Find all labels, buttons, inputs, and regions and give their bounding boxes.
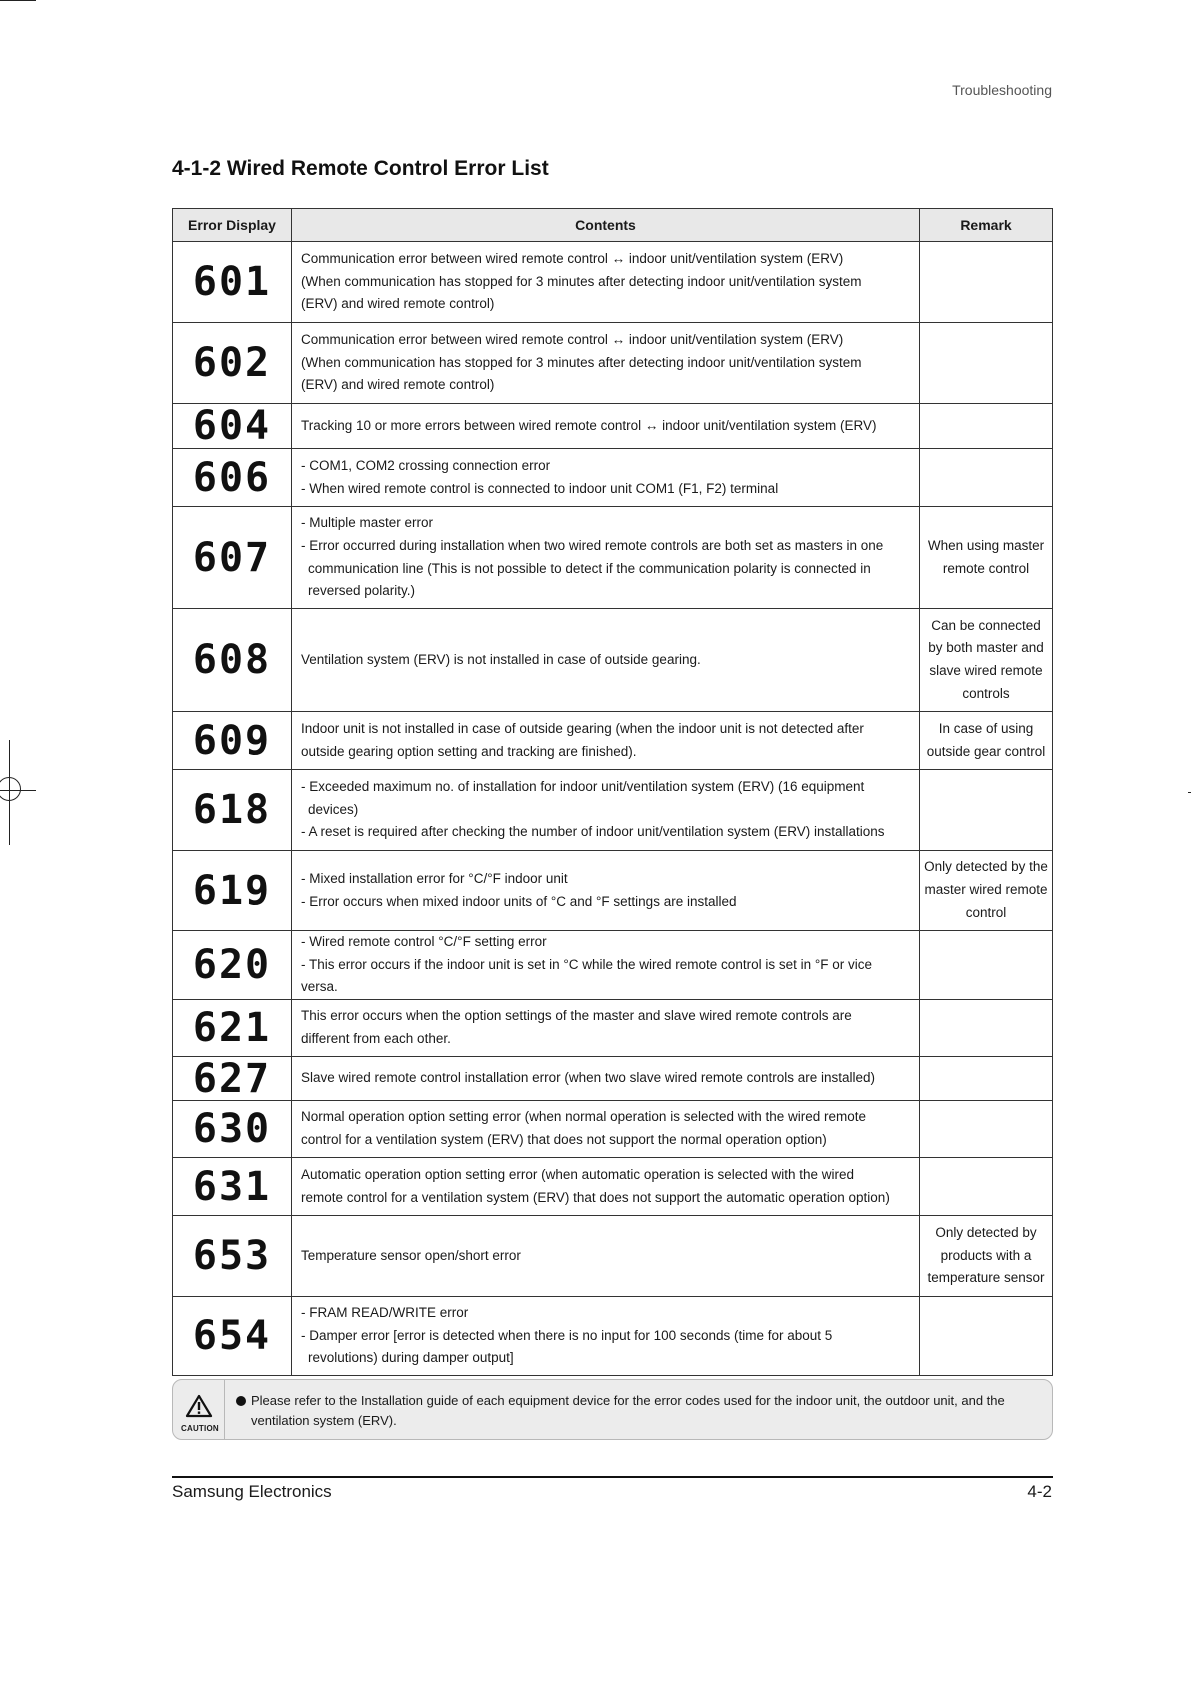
warning-triangle-icon bbox=[185, 1394, 213, 1418]
contents-line: - Wired remote control °C/°F setting error bbox=[301, 934, 547, 949]
table-row bbox=[173, 242, 1053, 323]
caution-text bbox=[237, 1391, 1037, 1431]
table-row bbox=[173, 770, 1053, 851]
table-row bbox=[173, 449, 1053, 507]
running-header: Troubleshooting bbox=[952, 82, 1052, 98]
contents-line: (ERV) and wired remote control) bbox=[301, 296, 495, 312]
remark-line: In case of using bbox=[938, 720, 1034, 736]
page-title: 4-1-2 Wired Remote Control Error List bbox=[172, 157, 549, 180]
contents-line: - When wired remote control is connected to indoor unit COM1 (F1, F2) terminal bbox=[301, 480, 779, 496]
contents-line: - Error occurs when mixed indoor units of °C and °F settings are installed bbox=[301, 893, 737, 909]
table-row bbox=[173, 1101, 1053, 1158]
contents-line: reversed polarity.) bbox=[308, 583, 416, 599]
contents-line: - Mixed installation error for °C/°F indoor unit bbox=[301, 870, 568, 886]
error-contents bbox=[292, 770, 920, 851]
remark-line: master wired remote bbox=[924, 882, 1048, 898]
error-contents bbox=[292, 1297, 920, 1376]
error-remark bbox=[920, 1297, 1053, 1376]
error-contents bbox=[292, 449, 920, 507]
error-contents bbox=[292, 851, 920, 931]
error-code-display: 631 bbox=[173, 1158, 292, 1216]
contents-line: - Damper error [error is detected when there is no input for 100 seconds (time for about 5 bbox=[301, 1327, 833, 1343]
error-code-display: 609 bbox=[173, 712, 292, 770]
table-row bbox=[173, 323, 1053, 404]
error-code-display: 621 bbox=[173, 1000, 292, 1057]
error-contents bbox=[292, 712, 920, 770]
table-row bbox=[173, 609, 1053, 712]
contents-line: This error occurs when the option settings of the master and slave wired remote controls are bbox=[301, 1008, 852, 1024]
error-contents bbox=[292, 1101, 920, 1158]
caution-label: CAUTION bbox=[181, 1424, 219, 1433]
contents-line: (When communication has stopped for 3 minutes after detecting indoor unit/ventilation system bbox=[301, 273, 862, 289]
column-header-contents: Contents bbox=[292, 209, 920, 242]
error-code-display: 654 bbox=[173, 1297, 292, 1376]
error-remark bbox=[920, 507, 1053, 609]
error-code-display: 601 bbox=[173, 242, 292, 323]
contents-line: (When communication has stopped for 3 minutes after detecting indoor unit/ventilation system bbox=[301, 354, 862, 370]
registration-circle bbox=[0, 777, 21, 801]
error-code-display: 618 bbox=[173, 770, 292, 851]
table-row bbox=[173, 1057, 1053, 1101]
remark-line: remote control bbox=[942, 560, 1030, 576]
remark-line: products with a bbox=[940, 1247, 1032, 1263]
error-remark bbox=[920, 1000, 1053, 1057]
caution-divider bbox=[224, 1380, 225, 1439]
footer-rule bbox=[172, 1476, 1053, 1478]
remark-line: outside gear control bbox=[926, 743, 1046, 759]
caution-line: ventilation system (ERV). bbox=[251, 1413, 397, 1428]
contents-line: devices) bbox=[308, 801, 359, 817]
contents-line: different from each other. bbox=[301, 1031, 451, 1047]
contents-line: control for a ventilation system (ERV) that does not support the normal operation option) bbox=[301, 1132, 827, 1148]
contents-line: communication line (This is not possible to detect if the communication polarity is connected in bbox=[308, 560, 871, 576]
remark-line: slave wired remote bbox=[929, 663, 1043, 678]
remark-line: Can be connected bbox=[931, 617, 1041, 633]
error-remark bbox=[920, 770, 1053, 851]
error-contents bbox=[292, 931, 920, 1000]
contents-line: Communication error between wired remote control ↔ indoor unit/ventilation system (ERV) bbox=[301, 250, 844, 266]
remark-line: controls bbox=[962, 685, 1010, 701]
error-remark bbox=[920, 242, 1053, 323]
caution-note bbox=[172, 1379, 1053, 1440]
error-remark bbox=[920, 712, 1053, 770]
contents-line: - This error occurs if the indoor unit is set in °C while the wired remote control is set in °F or vice versa. bbox=[301, 956, 873, 995]
remark-line: Only detected by the bbox=[924, 859, 1048, 875]
error-remark bbox=[920, 931, 1053, 1000]
remark-line: When using master bbox=[927, 537, 1045, 553]
contents-line: - FRAM READ/WRITE error bbox=[301, 1305, 469, 1321]
column-header-error-display: Error Display bbox=[173, 209, 292, 242]
error-remark bbox=[920, 1057, 1053, 1101]
error-contents bbox=[292, 1158, 920, 1216]
error-code-display: 620 bbox=[173, 931, 292, 1000]
table-header-row bbox=[173, 209, 1053, 242]
error-remark bbox=[920, 851, 1053, 931]
contents-line: Slave wired remote control installation error (when two slave wired remote controls are installed) bbox=[301, 1070, 875, 1086]
error-contents bbox=[292, 1216, 920, 1297]
error-remark bbox=[920, 609, 1053, 712]
error-code-display: 606 bbox=[173, 449, 292, 507]
contents-line: Communication error between wired remote control ↔ indoor unit/ventilation system (ERV) bbox=[301, 331, 844, 347]
caution-icon bbox=[181, 1394, 217, 1434]
contents-line: Indoor unit is not installed in case of outside gearing (when the indoor unit is not detected after bbox=[301, 720, 864, 736]
error-code-display: 602 bbox=[173, 323, 292, 404]
error-remark bbox=[920, 404, 1053, 449]
table-row bbox=[173, 1297, 1053, 1376]
bullet-icon bbox=[236, 1396, 246, 1406]
contents-line: - COM1, COM2 crossing connection error bbox=[301, 457, 551, 473]
footer-company: Samsung Electronics bbox=[172, 1482, 332, 1501]
contents-line: - A reset is required after checking the number of indoor unit/ventilation system (ERV) installations bbox=[301, 824, 885, 840]
error-code-display: 627 bbox=[173, 1057, 292, 1101]
remark-line: temperature sensor bbox=[927, 1270, 1045, 1286]
remark-line: control bbox=[965, 904, 1007, 920]
error-remark bbox=[920, 1101, 1053, 1158]
error-contents bbox=[292, 404, 920, 449]
contents-line: Temperature sensor open/short error bbox=[301, 1247, 521, 1263]
contents-line: revolutions) during damper output] bbox=[308, 1350, 514, 1366]
contents-line: Normal operation option setting error (when normal operation is selected with the wired remote bbox=[301, 1109, 867, 1125]
crop-mark bbox=[0, 0, 36, 1]
error-remark bbox=[920, 1216, 1053, 1297]
contents-line: Ventilation system (ERV) is not installed in case of outside gearing. bbox=[301, 651, 701, 667]
contents-line: Automatic operation option setting error (when automatic operation is selected with the wired bbox=[301, 1166, 855, 1182]
contents-line: - Exceeded maximum no. of installation for indoor unit/ventilation system (ERV) (16 equipment bbox=[301, 778, 865, 794]
table-row bbox=[173, 1000, 1053, 1057]
error-code-display: 630 bbox=[173, 1101, 292, 1158]
error-code-display: 619 bbox=[173, 851, 292, 931]
page-number: 4-2 bbox=[1027, 1482, 1052, 1501]
column-header-remark: Remark bbox=[920, 209, 1053, 242]
error-list-table bbox=[172, 208, 1053, 1376]
table-row bbox=[173, 1216, 1053, 1297]
error-contents bbox=[292, 609, 920, 712]
contents-line: remote control for a ventilation system (ERV) that does not support the automatic operation option) bbox=[301, 1189, 890, 1205]
contents-line: outside gearing option setting and tracking are finished). bbox=[301, 743, 637, 759]
error-contents bbox=[292, 1000, 920, 1057]
error-contents bbox=[292, 242, 920, 323]
error-code-display: 604 bbox=[173, 404, 292, 449]
error-contents bbox=[292, 1057, 920, 1101]
error-contents bbox=[292, 323, 920, 404]
remark-line: by both master and bbox=[928, 640, 1044, 656]
caution-line: Please refer to the Installation guide of each equipment device for the error codes used for the indoor unit, the outdoor unit, and the bbox=[251, 1393, 1005, 1408]
error-remark bbox=[920, 1158, 1053, 1216]
contents-line: - Error occurred during installation when two wired remote controls are both set as masters in one bbox=[301, 537, 884, 553]
table-row bbox=[173, 851, 1053, 931]
error-code-display: 607 bbox=[173, 507, 292, 609]
error-remark bbox=[920, 449, 1053, 507]
contents-line: - Multiple master error bbox=[301, 515, 434, 531]
error-code-display: 653 bbox=[173, 1216, 292, 1297]
contents-line: (ERV) and wired remote control) bbox=[301, 377, 495, 393]
error-code-display: 608 bbox=[173, 609, 292, 712]
remark-line: Only detected by bbox=[935, 1225, 1037, 1241]
contents-line: Tracking 10 or more errors between wired remote control ↔ indoor unit/ventilation system (ERV) bbox=[301, 417, 877, 433]
error-contents bbox=[292, 507, 920, 609]
table-row bbox=[173, 712, 1053, 770]
error-remark bbox=[920, 323, 1053, 404]
table-row bbox=[173, 1158, 1053, 1216]
table-row bbox=[173, 931, 1053, 1000]
table-row bbox=[173, 507, 1053, 609]
table-row bbox=[173, 404, 1053, 449]
